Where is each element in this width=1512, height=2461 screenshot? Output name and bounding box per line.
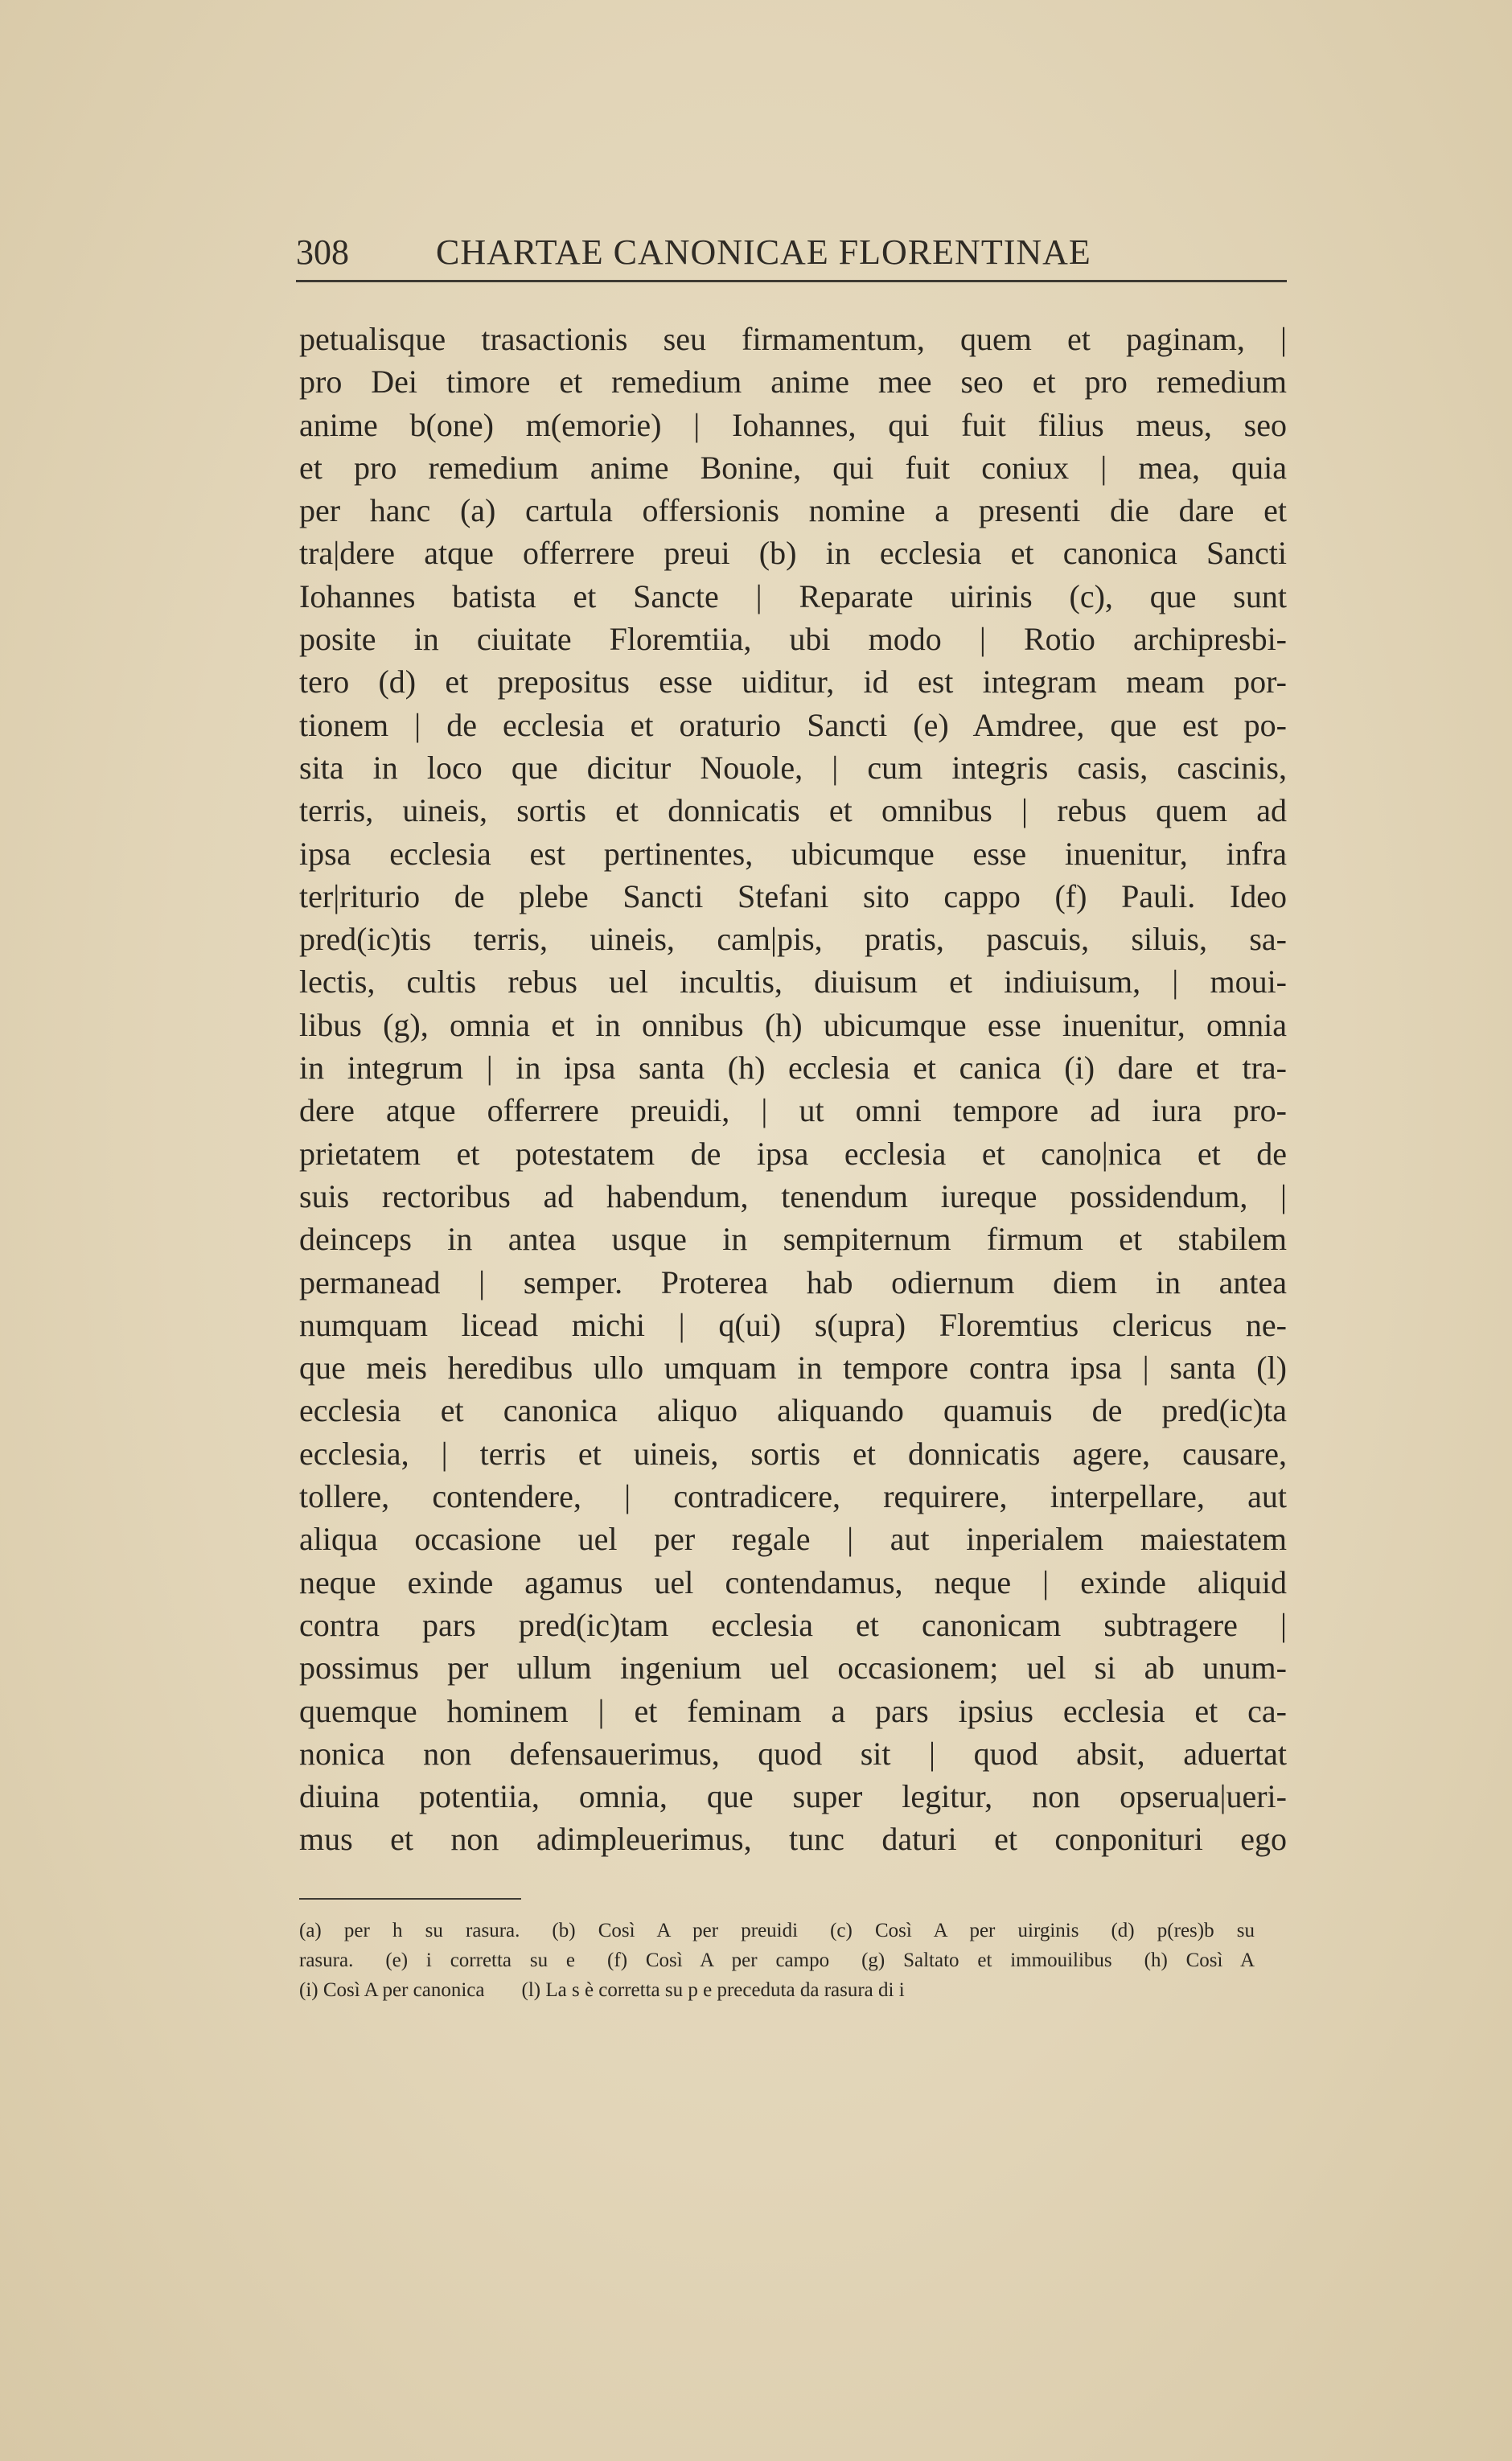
text-line: Iohannes batista et Sancte | Reparate uirinis (c), que sunt	[299, 577, 1287, 614]
footnote: (l) La s è corretta su p e preceduta da rasura di i	[521, 1979, 905, 2001]
text-line: posite in ciuitate Floremtiia, ubi modo | Rotio archipresbi-	[299, 621, 1287, 658]
footnote: (g) Saltato et immouilibus	[861, 1949, 1112, 1971]
footnote: (e) i corretta su e	[385, 1949, 576, 1971]
text-line: contra pars pred(ic)tam ecclesia et canonicam subtragere |	[299, 1606, 1287, 1643]
footnote: (d) p(res)b su	[1111, 1920, 1255, 1941]
text-line: possimus per ullum ingenium uel occasionem; uel si ab unum-	[299, 1650, 1287, 1687]
running-title: CHARTAE CANONICAE FLORENTINAE	[436, 232, 1091, 272]
text-line: pred(ic)tis terris, uineis, cam|pis, pratis, pascuis, siluis, sa-	[299, 921, 1287, 958]
page-header	[296, 228, 1287, 282]
text-line: numquam licead michi | q(ui) s(upra) Floremtius clericus ne-	[299, 1306, 1287, 1343]
footnote: (c) Così A per uirginis	[830, 1920, 1079, 1941]
text-line: dere atque offerrere preuidi, | ut omni tempore ad iura pro-	[299, 1092, 1287, 1129]
text-line: que meis heredibus ullo umquam in tempore contra ipsa | santa (l)	[299, 1350, 1287, 1387]
text-line: quemque hominem | et feminam a pars ipsius ecclesia et ca-	[299, 1692, 1287, 1729]
footnote: (a) per h su rasura.	[299, 1920, 520, 1941]
text-line: terris, uineis, sortis et donnicatis et omnibus | rebus quem ad	[299, 792, 1287, 829]
footnote-divider	[299, 1898, 521, 1900]
footnote: (i) Così A per canonica	[299, 1979, 485, 2001]
text-line: tollere, contendere, | contradicere, requirere, interpellare, aut	[299, 1478, 1287, 1515]
charter-text	[299, 318, 1287, 1861]
text-line: suis rectoribus ad habendum, tenendum iureque possidendum, |	[299, 1177, 1287, 1214]
text-line: aliqua occasione uel per regale | aut inperialem maiestatem	[299, 1521, 1287, 1558]
text-line: nonica non defensauerimus, quod sit | quod absit, aduertat	[299, 1735, 1287, 1772]
text-line: deinceps in antea usque in sempiternum firmum et stabilem	[299, 1221, 1287, 1258]
text-line: prietatem et potestatem de ipsa ecclesia et cano|nica et de	[299, 1135, 1287, 1172]
text-line: lectis, cultis rebus uel incultis, diuisum et indiuisum, | moui-	[299, 963, 1287, 1000]
text-line: in integrum | in ipsa santa (h) ecclesia et canica (i) dare et tra-	[299, 1050, 1287, 1087]
text-line: ipsa ecclesia est pertinentes, ubicumque esse inuenitur, infra	[299, 835, 1287, 872]
text-line: libus (g), omnia et in onnibus (h) ubicumque esse inuenitur, omnia	[299, 1006, 1287, 1043]
footnote: (b) Così A per preuidi	[552, 1920, 799, 1941]
text-line: ter|riturio de plebe Sancti Stefani sito cappo (f) Pauli. Ideo	[299, 877, 1287, 914]
text-line: anime b(one) m(emorie) | Iohannes, qui fuit filius meus, seo	[299, 406, 1287, 443]
page-number: 308	[296, 232, 349, 272]
footnote-line	[299, 1916, 1287, 1945]
text-line: permanead | semper. Proterea hab odiernum diem in antea	[299, 1263, 1287, 1300]
footnote-line	[299, 1945, 1287, 1975]
text-line: tra|dere atque offerrere preui (b) in ecclesia et canonica Sancti	[299, 535, 1287, 572]
text-line: et pro remedium anime Bonine, qui fuit coniux | mea, quia	[299, 449, 1287, 486]
text-line: tionem | de ecclesia et oraturio Sancti (e) Amdree, que est po-	[299, 706, 1287, 743]
footnotes	[299, 1916, 1287, 2005]
footnote: (h) Così A	[1144, 1949, 1255, 1971]
footnote: rasura.	[299, 1949, 354, 1971]
text-line: ecclesia et canonica aliquo aliquando quamuis de pred(ic)ta	[299, 1392, 1287, 1429]
footnote: (f) Così A per campo	[607, 1949, 830, 1971]
footnote-line	[299, 1975, 1287, 2005]
text-line: pro Dei timore et remedium anime mee seo et pro remedium	[299, 364, 1287, 401]
text-line: mus et non adimpleuerimus, tunc daturi et conponituri ego	[299, 1821, 1287, 1858]
text-line: sita in loco que dicitur Nouole, | cum integris casis, cascinis,	[299, 749, 1287, 786]
text-line: ecclesia, | terris et uineis, sortis et donnicatis agere, causare,	[299, 1435, 1287, 1472]
text-line: neque exinde agamus uel contendamus, neque | exinde aliquid	[299, 1563, 1287, 1600]
text-line: per hanc (a) cartula offersionis nomine a presenti die dare et	[299, 492, 1287, 529]
text-line: tero (d) et prepositus esse uiditur, id est integram meam por-	[299, 664, 1287, 701]
text-line: diuina potentiia, omnia, que super legitur, non opserua|ueri-	[299, 1778, 1287, 1815]
text-line: petualisque trasactionis seu firmamentum, quem et paginam, |	[299, 321, 1287, 357]
